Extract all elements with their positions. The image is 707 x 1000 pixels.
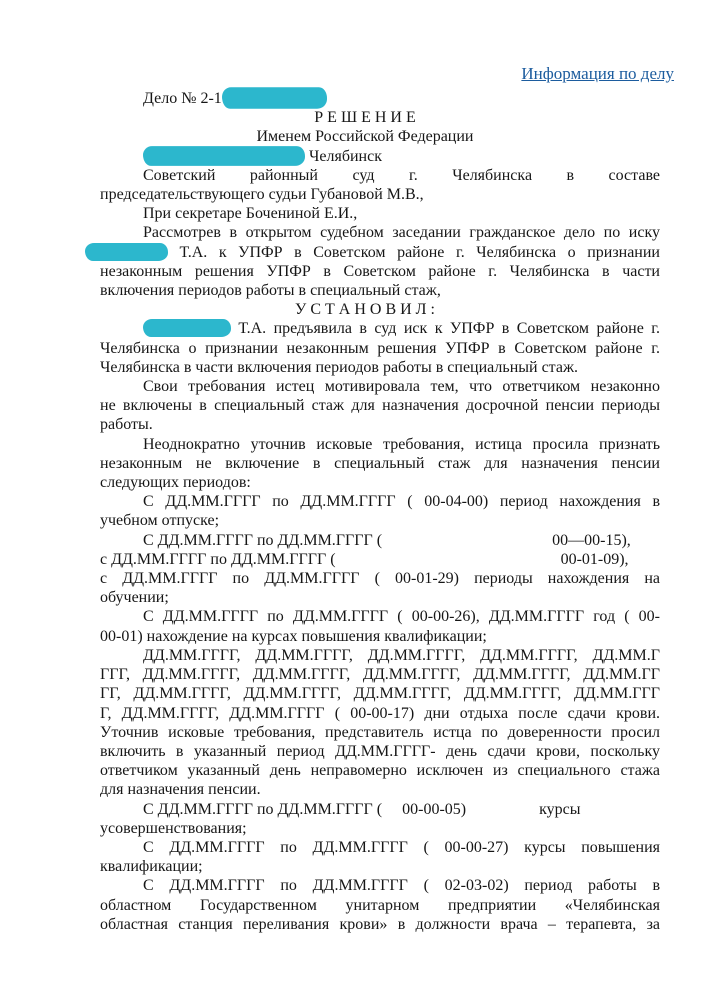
text-line: с ДД.ММ.ГГГГ по ДД.ММ.ГГГГ ( 00-01-29) периоды нахождения на [100,570,660,588]
redaction-mark [85,243,168,261]
text-line: Неоднократно уточнив исковые требования, истица просила признать [143,435,660,453]
text-line: Г, ДД.ММ.ГГГГ, ДД.ММ.ГГГГ ( 00-00-17) дни отдыха после сдачи крови. [100,704,660,722]
text-line: Челябинска в части включения периодов работы в специальный стаж. [100,358,579,376]
redaction-mark [143,319,231,337]
text-line: не включены в специальный стаж для назначения досрочной пенсии периоды [100,397,660,415]
header-link-row [100,64,674,85]
text-line: С ДД.ММ.ГГГГ по ДД.ММ.ГГГГ ( 00-00-26), ДД.ММ.ГГГГ год ( 00- [143,608,660,626]
text-line: Дело № 2-1 [100,89,660,108]
text-segment: 00-00-05) [402,800,467,818]
gap-spacer [382,544,552,545]
text-line: ответчиком указанный день неправомерно исключен из специального стажа [100,762,660,780]
text-line: незаконным решения УПФР в Советском районе г. Челябинска в части [100,262,660,280]
text-line: Свои требования истец мотивировала тем, что ответчиком незаконно [143,378,660,396]
text-line: Т.А. к УПФР в Советском районе г. Челябинска о признании [100,243,660,262]
redaction-mark [143,146,305,166]
text-segment: 00-01-09), [560,550,629,568]
text-line: Именем Российской Федерации [256,128,474,146]
case-info-link[interactable]: Информация по делу [521,64,674,83]
text-line: обучении; [100,589,169,607]
text-segment: 00—00-15), [552,531,631,549]
gap-spacer [336,563,561,564]
gap-spacer [382,813,402,814]
redaction-mark [222,87,327,109]
text-segment: с ДД.ММ.ГГГГ по ДД.ММ.ГГГГ ( [100,550,336,568]
text-line: ГГГ, ДД.ММ.ГГГГ, ДД.ММ.ГГГГ, ДД.ММ.ГГГГ, ДД.ММ.ГГГГ, ДД.ММ.ГГ [100,666,660,684]
gap-spacer [466,813,539,814]
text-line: ДД.ММ.ГГГГ, ДД.ММ.ГГГГ, ДД.ММ.ГГГГ, ДД.ММ.ГГГГ, ДД.ММ.Г [143,646,660,664]
text-line: Рассмотрев в открытом судебном заседании гражданское дело по иску [143,224,660,242]
text-line: областном Государственном унитарном предприятии «Челябинская [100,896,660,914]
text-line: Советский районный суд г. Челябинска в составе [143,166,660,184]
text-line: 00-01) нахождение на курсах повышения квалификации; [100,627,487,645]
text-line: С ДД.ММ.ГГГГ по ДД.ММ.ГГГГ ( 00-00-27) курсы повышения [143,838,660,856]
text-line: У С Т А Н О В И Л : [295,301,435,319]
text-line: Р Е Ш Е Н И Е [314,109,416,127]
text-line: Т.А. предъявила в суд иск к УПФР в Советском районе г. [100,319,660,338]
text-line: Челябинска о признании незаконным решения УПФР в Советском районе г. [100,339,660,357]
text-line: областная станция переливания крови» в должности врача – терапевта, за [100,915,660,933]
text-line: С ДД.ММ.ГГГГ по ДД.ММ.ГГГГ ( 02-03-02) период работы в [143,877,660,895]
text-line: председательствующего судьи Губановой М.В., [100,186,424,204]
text-line: следующих периодов: [100,474,251,492]
text-line [100,550,660,569]
text-line: квалификации; [100,858,203,876]
text-line: работы. [100,416,153,434]
text-line [100,531,660,550]
text-line: учебном отпуске; [100,512,220,530]
text-line: усовершенствования; [100,819,247,837]
text-segment: курсы [539,800,581,818]
content-column [100,64,674,934]
text-line: При секретаре Бочениной Е.И., [143,205,358,223]
text-line: включить в указанный период ДД.ММ.ГГГГ- день сдачи крови, поскольку [100,742,660,760]
text-line: Челябинск [100,147,660,166]
text-line: Уточнив исковые требования, представитель истца по доверенности просил [100,723,660,741]
text-line: для назначения пенсии. [100,781,261,799]
text-line: ГГ, ДД.ММ.ГГГГ, ДД.ММ.ГГГГ, ДД.ММ.ГГГГ, ДД.ММ.ГГГГ, ДД.ММ.ГГГ [100,685,660,703]
text-line: С ДД.ММ.ГГГГ по ДД.ММ.ГГГГ ( 00-04-00) период нахождения в [143,493,660,511]
text-segment: С ДД.ММ.ГГГГ по ДД.ММ.ГГГГ ( [143,800,383,818]
text-line: незаконным не включение в специальный стаж для назначения пенсии [100,454,660,472]
text-lines [100,89,660,934]
text-line [100,800,660,819]
text-line: включения периодов работы в специальный стаж, [100,282,441,300]
text-segment: С ДД.ММ.ГГГГ по ДД.ММ.ГГГГ ( [143,531,383,549]
